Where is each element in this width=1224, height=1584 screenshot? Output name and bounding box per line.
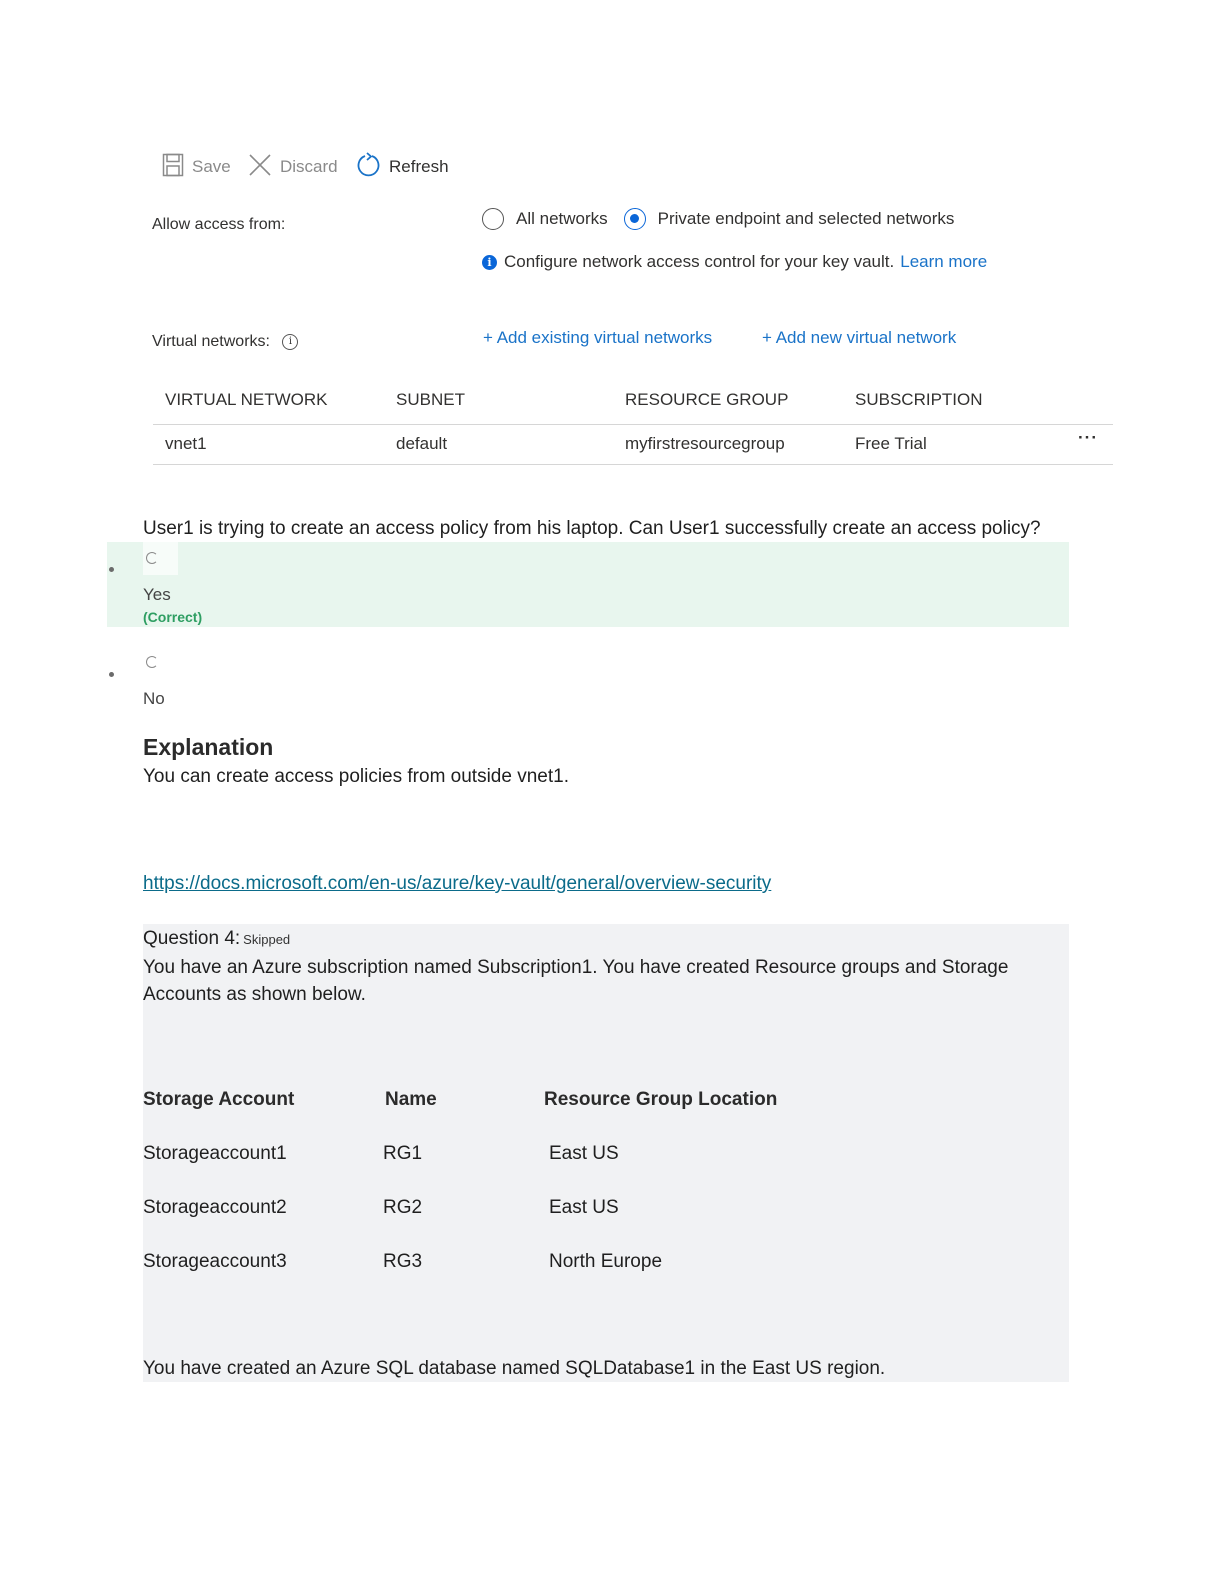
radio-no[interactable] <box>146 656 158 668</box>
radio-all-networks[interactable] <box>482 208 504 230</box>
col-name: Name <box>385 1089 437 1110</box>
radio-private-endpoint[interactable] <box>624 208 646 230</box>
question-4-number: Question 4: <box>143 928 241 949</box>
virtual-networks-text: Virtual networks: <box>152 333 270 350</box>
question-4-title <box>143 928 290 950</box>
cell-subnet: default <box>396 434 448 453</box>
explanation-title: Explanation <box>143 734 274 760</box>
storage-row-2-location: East US <box>549 1197 619 1218</box>
skipped-badge: Skipped <box>243 932 291 947</box>
storage-row-1-name: RG1 <box>383 1143 423 1164</box>
allow-access-label: Allow access from: <box>152 216 286 233</box>
cell-subscription: Free Trial <box>855 434 927 453</box>
storage-row-2-name: RG2 <box>383 1197 423 1218</box>
save-button[interactable] <box>162 153 231 181</box>
storage-row-3-name: RG3 <box>383 1251 423 1272</box>
correct-answer-highlight <box>107 542 1069 627</box>
all-networks-label: All networks <box>516 209 608 228</box>
col-virtual-network: VIRTUAL NETWORK <box>165 390 328 409</box>
learn-more-link[interactable]: Learn more <box>900 252 988 271</box>
correct-tag: (Correct) <box>143 609 203 625</box>
table-bottom-rule <box>153 464 1113 465</box>
save-icon <box>162 153 184 182</box>
info-text: Configure network access control for your key vault. <box>504 252 895 271</box>
col-rg-location: Resource Group Location <box>544 1089 778 1110</box>
reference-link[interactable]: https://docs.microsoft.com/en-us/azure/key-vault/general/overview-security <box>143 873 772 894</box>
storage-row-3-account: Storageaccount3 <box>143 1251 287 1272</box>
refresh-label: Refresh <box>389 157 449 176</box>
save-label: Save <box>192 157 231 176</box>
add-existing-vnet-link[interactable]: + Add existing virtual networks <box>483 328 713 347</box>
storage-row-3-location: North Europe <box>549 1251 663 1272</box>
storage-row-1-location: East US <box>549 1143 619 1164</box>
info-icon: i <box>482 255 497 270</box>
question-4-intro: You have an Azure subscription named Subscription1. You have created Resource groups and Storage Accounts as shown below. <box>143 957 1009 1005</box>
table-divider <box>153 424 1113 425</box>
question-text: User1 is trying to create an access policy from his laptop. Can User1 successfully create an access policy? <box>143 518 1041 539</box>
more-options-icon[interactable]: ··· <box>1078 428 1098 447</box>
private-endpoint-label: Private endpoint and selected networks <box>657 209 955 228</box>
bullet-yes <box>109 567 114 572</box>
discard-label: Discard <box>280 157 338 176</box>
option-yes-label: Yes <box>143 585 171 604</box>
refresh-icon <box>357 152 381 183</box>
col-subscription: SUBSCRIPTION <box>855 390 983 409</box>
storage-row-1-account: Storageaccount1 <box>143 1143 287 1164</box>
option-no-label: No <box>143 689 165 708</box>
virtual-networks-label <box>152 333 298 351</box>
radio-yes[interactable] <box>146 552 158 564</box>
cell-resource-group: myfirstresourcegroup <box>625 434 785 453</box>
add-new-vnet-link[interactable]: + Add new virtual network <box>762 328 957 347</box>
col-subnet: SUBNET <box>396 390 465 409</box>
close-icon <box>248 153 272 182</box>
discard-button[interactable] <box>248 153 338 181</box>
cell-vnet: vnet1 <box>165 434 207 453</box>
info-circle-icon: i <box>282 334 298 350</box>
access-radio-group <box>482 208 954 230</box>
explanation-text: You can create access policies from outside vnet1. <box>143 766 569 787</box>
col-storage-account: Storage Account <box>143 1089 295 1110</box>
refresh-button[interactable] <box>357 153 449 181</box>
col-resource-group: RESOURCE GROUP <box>625 390 789 409</box>
info-line <box>482 252 987 272</box>
question-4-closing: You have created an Azure SQL database named SQLDatabase1 in the East US region. <box>143 1358 886 1379</box>
bullet-no <box>109 672 114 677</box>
storage-row-2-account: Storageaccount2 <box>143 1197 287 1218</box>
